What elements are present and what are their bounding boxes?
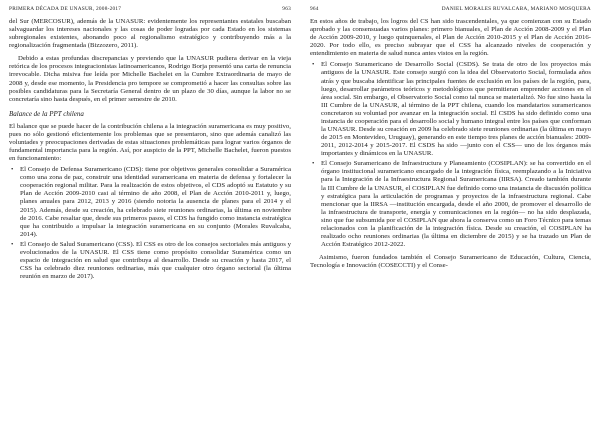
bullet-item-css: • El Consejo de Salud Suramericano (CSS). El CSS es otro de los consejos sectoriales más antiguos y evolucionados de la UNASUR. El CSS tiene como propósito consolidar Suramérica como un espacio de integración en salud que contribuya al desarrollo. Desde su creación y hasta 2017, el CSS ha celebrado diez reuniones ordinarias, más que cualquier otro órgano sectorial (la última reunión en marzo de 2017). (9, 241, 291, 281)
right-running-head (310, 4, 591, 14)
right-closing-paragraph: Asimismo, fueron fundados también el Consejo Suramericano de Educación, Cultura, Ciencia, Tecnología e Innovación (COSECCTI) y el Conse- (310, 254, 591, 270)
bullet-item-cosiplan: • El Consejo Suramericano de Infraestructura y Planeamiento (COSIPLAN): se ha convertido en el órgano institucional suramericano encargado de la integración física, reemplazando a la Iniciativa para la Integración de la Infraestructura Regional Suramericana (IIRSA). Creado también durante la III Cumbre de la UNASUR, el COSIPLAN fue definido como una instancia de discusión política y estratégica para la articulación de programas y proyectos de la infraestructura regional. Cabe mencionar que la IIRSA —institución encargada, desde el año 2000, de promover el desarrollo de la infraestructura de transporte, energía y comunicaciones en la región— no ha sido desplazada, sino que fue subsumida por el COSIPLAN que ahora la conserva como un Foro Técnico para temas relacionados con la planificación de la integración física. Desde su creación, el COSIPLAN ha realizado ocho reuniones ordinarias (la última en diciembre de 2015) y se ha trazado un Plan de Acción Estratégico 2012-2022. (310, 160, 591, 249)
section-heading: Balance de la PPT chilena (9, 109, 84, 118)
left-bullet-list (9, 166, 291, 281)
left-header-title: PRIMERA DÉCADA DE UNASUR, 2008-2017 (9, 6, 122, 12)
left-body-text (9, 18, 291, 281)
bullet-item-cds: • El Consejo de Defensa Suramericano (CDS): tiene por objetivos generales consolidar a Suramérica como una zona de paz, construir una identidad suramericana en materia de defensa y fortalecer la cooperación regional militar. Para la realización de estos objetivos, el CDS adoptó su Estatuto y su Plan de Acción 2009-2010 casi al término de año 2008, el Plan de Acción 2010-2011 y, luego, planes anuales para 2012, 2013 y 2016 (siendo notoria la ausencia de planes para el 2014 y el 2015). Además, desde su creación, ha celebrado siete reuniones ordinarias, la última en noviembre de 2016. Cabe resaltar que, desde sus primeros pasos, el CDS ha fungido como instancia estratégica que ha contribuido a impulsar la integración suramericana en su conjunto (Morales Ruvalcaba, 2014). (9, 166, 291, 239)
right-page-number: 964 (310, 6, 319, 12)
left-paragraph-2: Debido a estas profundas discrepancias y previendo que la UNASUR pudiera derivar en la vieja retórica de los procesos integracionistas latinoamericanos, Rodrigo Borja presentó una carta de renuncia irrevocable. Dicha misiva fue leída por Michelle Bachelet en la Cumbre Extraordinaria de mayo de 2008 y, desde ese momento, la Presidencia pro tempore se comprometió a hacer las consultas sobre las posibles candidaturas para la Secretaría General dentro de un plazo de 30 días, aunque la labor no se concretaría sino hasta después, en el primer semestre de 2010. (9, 55, 291, 103)
left-page-number: 963 (282, 6, 291, 12)
left-opening-paragraph: del Sur (MERCOSUR), además de la UNASUR: evidentemente los representantes estatales buscaban salvaguardar los intereses nacionales y las cosas de poder logradas por cada Estado en los sistemas subregionales existentes, abonando poco al regionalismo estratégico y contribuyendo más a la regionalización fragmentada (Bizzozero, 2011). (9, 18, 291, 50)
right-body-text (310, 18, 591, 270)
right-page (300, 0, 600, 431)
right-bullet-list (310, 61, 591, 249)
right-header-title: DANIEL MORALES RUVALCABA, MARIANO MOSQUERA (441, 6, 591, 12)
left-running-head (9, 4, 291, 14)
bullet-item-csds: • El Consejo Suramericano de Desarrollo Social (CSDS). Se trata de otro de los proyectos más antiguos de la UNASUR. Este consejo surgió con la idea del Observatorio Social, formulada años atrás y que buscaba identificar las principales fuentes de exclusión en los países de la región, para, luego, desarrollar parámetros teóricos y metodológicos que permitieran emprender acciones en el área social. Sin embargo, el Observatorio Social como tal nunca se materializó. No fue sino hasta la III Cumbre de la UNASUR, al término de la PPT chilena, cuando los mandatarios suramericanos concretaron su voluntad por avanzar en la integración social. El CSDS ha sido definido como una instancia de cooperación para el desarrollo social y humano integral entre los países que conforman la UNASUR. Desde su creación en 2009 ha celebrado siete reuniones ordinarias (la última en mayo de 2015 en Montevideo, Uruguay), generando en este tiempo tres planes de acción bianuales: 2009-2011, 2012-2014 y 2015-2017. El CSDS ha sido —junto con el CSS— uno de los órganos más importantes y dinámicos en la UNASUR. (310, 61, 591, 158)
left-paragraph-3: El balance que se puede hacer de la contribución chilena a la integración suramericana es muy positivo, pues no sólo gestionó eficientemente los problemas que se presentaron, sino que además canalizó las voluntades y preocupaciones derivadas de estas situaciones problemáticas para lograr varios órganos de fundamental importancia para la región. Así, por auspicio de la PPT, Michelle Bachelet, fueron puestos en funcionamiento: (9, 122, 291, 163)
right-opening-paragraph: En estos años de trabajo, los logros del CS han sido trascendentales, ya que comienzan con su Estado aprobado y las consensuadas varios planes: primero bianuales, el Plan de Acción 2008-2009 y el Plan de Acción 2009-2010, y luego quinquenales, el Plan de Acción 2010-2015 y el Plan de Acción 2016-2020. Por todo ello, es preciso subrayar que el CSS ha alcanzado niveles de cooperación y entendimiento en materia de salud nunca antes vistos en la región. (310, 18, 591, 58)
